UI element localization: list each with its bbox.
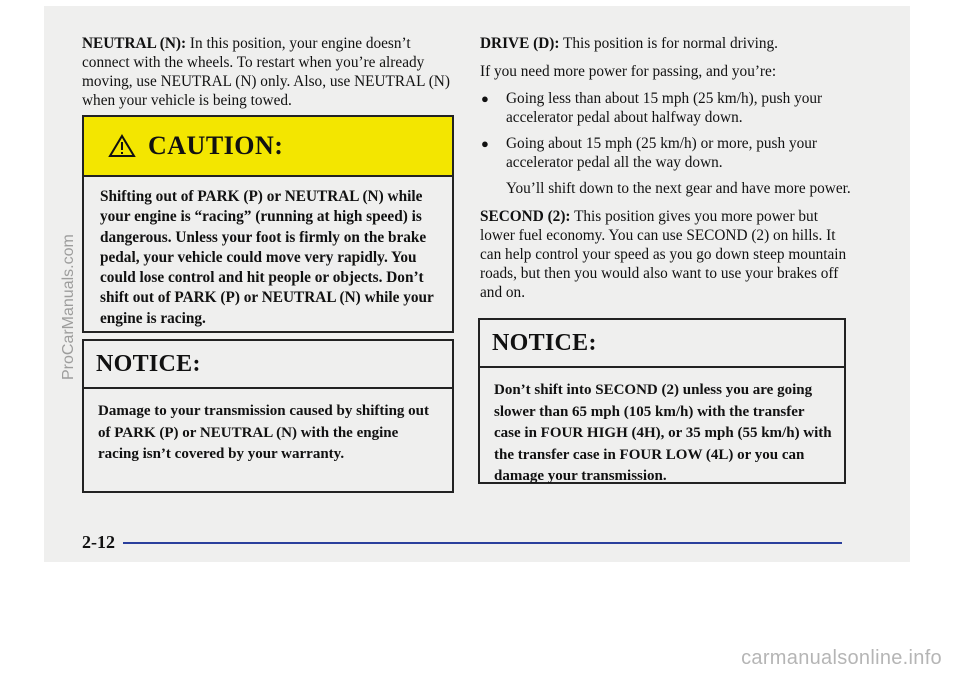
- neutral-body: In this position, your engine doesn’t connect with the wheels. To restart when you’re already moving, use NEUTRAL (N) only. Also, use NEUTRAL (N) when your vehicle is being towed.: [82, 35, 450, 109]
- shift-down-note: You’ll shift down to the next gear and have more power.: [506, 180, 851, 197]
- warning-triangle-icon: [108, 134, 136, 158]
- page-number: 2-12: [82, 532, 115, 552]
- bottom-watermark: carmanualsonline.info: [741, 647, 942, 669]
- notice-header-right: [480, 320, 844, 368]
- second-paragraph: [480, 207, 852, 302]
- left-column: [82, 34, 454, 110]
- caution-text: Shifting out of PARK (P) or NEUTRAL (N) while your engine is “racing” (running at high speed) is dangerous. Unless your foot is firmly on the brake pedal, your vehicle could move very rapidly. You could lose control and hit people or objects. Don’t shift out of PARK (P) or NEUTRAL (N) while your engine is racing.: [100, 188, 434, 327]
- neutral-heading: NEUTRAL (N):: [82, 35, 187, 52]
- notice-box-right: [478, 318, 846, 484]
- list-item: [480, 89, 852, 127]
- drive-heading: DRIVE (D):: [480, 35, 560, 52]
- right-column: [480, 34, 852, 302]
- footer-rule: [123, 542, 842, 544]
- side-watermark: ProCarManuals.com: [60, 234, 77, 380]
- notice-text-left: Damage to your transmission caused by shifting out of PARK (P) or NEUTRAL (N) with the engine racing isn’t covered by your warranty.: [98, 403, 430, 462]
- speed-bullet-list: [480, 89, 852, 172]
- caution-box: [82, 115, 454, 333]
- notice-title-right: NOTICE:: [492, 329, 597, 356]
- caution-title: CAUTION:: [148, 131, 284, 160]
- drive-body: This position is for normal driving.: [559, 35, 778, 52]
- drive-paragraph: [480, 34, 852, 53]
- list-item: [480, 134, 852, 172]
- bullet-dot-icon: ●: [481, 91, 489, 106]
- second-body: This position gives you more power but lower fuel economy. You can use SECOND (2) on hills. It can help control your speed as you go down steep mountain roads, but then you would also want to use your brakes off and on.: [480, 208, 847, 301]
- bullet-text: Going less than about 15 mph (25 km/h), push your accelerator pedal about halfway down.: [506, 90, 823, 126]
- caution-header: [84, 117, 452, 177]
- bullet-dot-icon: ●: [481, 136, 489, 151]
- notice-text-right: Don’t shift into SECOND (2) unless you are going slower than 65 mph (105 km/h) with the transfer case in FOUR HIGH (4H), or 35 mph (55 km/h) with the transfer case in FOUR LOW (4L) or you can damage your transmission.: [494, 382, 832, 484]
- neutral-paragraph: [82, 34, 454, 110]
- notice-box-left: [82, 339, 454, 493]
- notice-title-left: NOTICE:: [96, 350, 201, 377]
- notice-header-left: [84, 341, 452, 389]
- power-intro: If you need more power for passing, and you’re:: [480, 63, 777, 80]
- second-heading: SECOND (2):: [480, 208, 571, 225]
- bullet-text: Going about 15 mph (25 km/h) or more, push your accelerator pedal all the way down.: [506, 135, 818, 171]
- page-footer: [82, 532, 842, 553]
